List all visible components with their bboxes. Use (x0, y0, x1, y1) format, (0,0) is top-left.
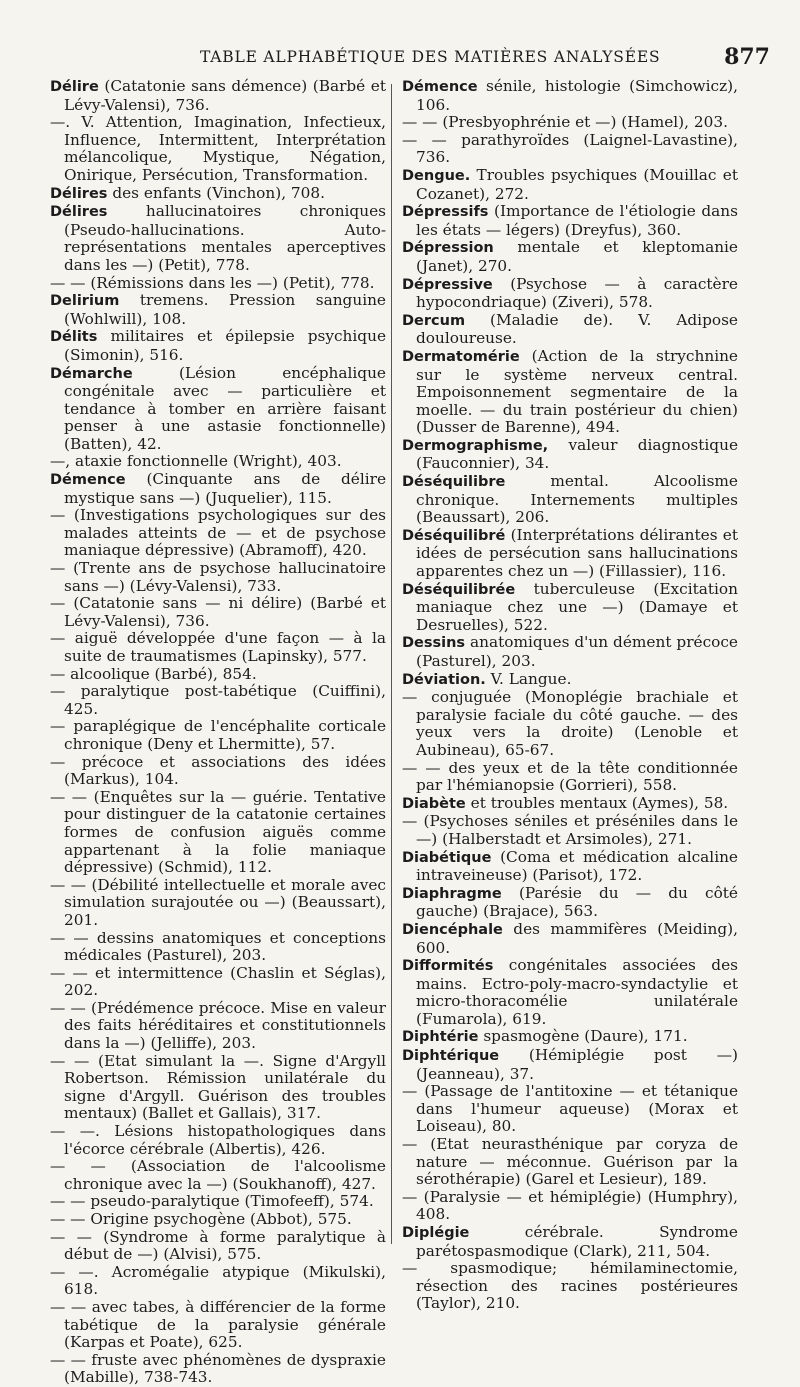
index-entry (402, 885, 738, 921)
entry-text: cérébrale. Syndrome parétospasmodique (Clark), 211, 504. (416, 1223, 738, 1260)
entry-text: (Maladie de). V. Adipose douloureuse. (416, 310, 738, 348)
entry-text: — (Catatonie sans — ni délire) (Barbé et Lévy-Valensi), 736. (50, 594, 386, 630)
index-entry (50, 683, 386, 718)
entry-headword: Déséquilibré (402, 527, 506, 544)
entry-headword: Diabète (402, 795, 466, 812)
index-entry (50, 718, 386, 753)
entry-text: — précoce et associations des idées (Markus), 104. (50, 752, 386, 789)
index-entry (50, 877, 386, 930)
index-entry (50, 1123, 386, 1158)
entry-headword: Délires (50, 185, 108, 202)
index-entry (402, 760, 738, 795)
index-entry (402, 167, 738, 203)
index-entry (402, 634, 738, 670)
left-column (50, 78, 386, 1387)
entry-text: — (Passage de l'antitoxine — et tétanique dans l'humeur aqueuse) (Morax et Loiseau), 80. (402, 1082, 738, 1136)
entry-text: — (Paralysie — et hémiplégie) (Humphry), 408. (402, 1187, 738, 1224)
index-entry (402, 78, 738, 114)
entry-text: (Hémiplégie post —) (Jeanneau), 37. (416, 1046, 738, 1083)
entry-text: — — (Enquêtes sur la — guérie. Tentative pour distinguer de la catatonie certaines formes de confusion aiguës comme appartenant à la folie maniaque dépressive) (Schmid), 112. (50, 787, 386, 877)
entry-headword: Dépression (402, 240, 494, 257)
index-entry (50, 595, 386, 630)
entry-text: — paraplégique de l'encéphalite corticale chronique (Deny et Lhermitte), 57. (50, 717, 386, 753)
index-entry (50, 754, 386, 789)
index-entry (50, 203, 386, 274)
entry-text: (Action de la strychnine sur le système nerveux central. Empoisonnement segmentaire de la moelle. — du train postérieur du chien) (Dusser de Barenne), 494. (416, 346, 738, 437)
entry-headword: Dépressive (402, 276, 493, 293)
right-column (402, 78, 738, 1313)
entry-text: — —. Lésions histopathologiques dans l'écorce cérébrale (Albertis), 426. (50, 1122, 386, 1158)
entry-text: — — dessins anatomiques et conceptions médicales (Pasturel), 203. (50, 928, 386, 965)
index-entry (402, 813, 738, 848)
entry-text: valeur diagnostique (Fauconnier), 34. (416, 435, 738, 473)
index-entry (402, 473, 738, 527)
index-entry (50, 292, 386, 328)
entry-text: (Interprétations délirantes et idées de persécution sans hallucinations apparentes chez un —) (Fillassier), 116. (416, 525, 738, 581)
entry-headword: Dermographisme, (402, 437, 549, 454)
entry-headword: Démence (402, 79, 478, 95)
entry-text: tuberculeuse (Excitation maniaque chez une —) (Damaye et Desruelles), 522. (416, 579, 738, 634)
index-entry (50, 328, 386, 364)
entry-text: mental. Alcoolisme chronique. Internements multiples (Beaussart), 206. (416, 472, 738, 527)
entry-headword: Diphtérie (402, 1029, 479, 1046)
entry-headword: Diencéphale (402, 921, 503, 938)
entry-headword: Délire (50, 79, 99, 95)
entry-text: — — (Presbyophrénie et —) (Hamel), 203. (402, 113, 728, 132)
entry-text: militaires et épilepsie psychique (Simonin), 516. (64, 327, 386, 364)
entry-text: — (Psychoses séniles et préséniles dans le —) (Halberstadt et Arsimoles), 271. (402, 812, 738, 848)
index-entry (50, 630, 386, 665)
index-entry (402, 1083, 738, 1136)
index-entry (402, 1028, 738, 1047)
entry-headword: Dessins (402, 635, 466, 652)
entry-text: congénitales associées des mains. Ectro-poly-macro-syndactylie et micro-thoracomélie unilatérale (Fumarola), 619. (416, 956, 738, 1028)
entry-text: (Cinquante ans de délire mystique sans —) (Juquelier), 115. (64, 470, 386, 507)
index-entry (50, 1352, 386, 1387)
entry-headword: Delirium (50, 293, 120, 310)
index-entry (402, 348, 738, 437)
index-entry (402, 1224, 738, 1260)
entry-text: — (Etat neurasthénique par coryza de nature — méconnue. Guérison par la sérothérapie) (Garel et Lesieur), 189. (402, 1135, 738, 1189)
entry-text: — — Origine psychogène (Abbot), 575. (50, 1210, 352, 1228)
index-entry (402, 849, 738, 885)
entry-text: —, ataxie fonctionnelle (Wright), 403. (50, 452, 342, 471)
entry-text: (Psychose — à caractère hypocondriaque) (Ziveri), 578. (416, 274, 738, 312)
index-entry (402, 312, 738, 348)
entry-text: — conjuguée (Monoplégie brachiale et paralysie faciale du côté gauche. — des yeux vers la droite) (Lenoble et Aubineau), 65-67. (402, 688, 738, 759)
index-entry (402, 1260, 738, 1313)
entry-text: — — (Association de l'alcoolisme chronique avec la —) (Soukhanoff), 427. (50, 1157, 386, 1193)
entry-headword: Délits (50, 329, 98, 346)
index-entry (402, 203, 738, 239)
entry-text: — — pseudo-paralytique (Timofeeff), 574. (50, 1192, 374, 1211)
entry-text: anatomiques d'un dément précoce (Pasturel), 203. (416, 633, 738, 670)
entry-text: — alcoolique (Barbé), 854. (50, 664, 257, 683)
entry-headword: Délires (50, 204, 108, 221)
entry-headword: Démarche (50, 365, 133, 382)
index-entry (50, 1229, 386, 1264)
index-entry (402, 114, 738, 132)
index-entry (50, 471, 386, 507)
entry-text: spasmogène (Daure), 171. (483, 1027, 688, 1046)
entry-headword: Démence (50, 472, 126, 489)
entry-text: Troubles psychiques (Mouillac et Cozanet), 272. (416, 165, 738, 203)
index-entry (50, 965, 386, 1000)
entry-text: — — (Etat simulant la —. Signe d'Argyll Robertson. Rémission unilatérale du signe d'Argyll. Guérison des troubles mentaux) (Ballet et Gallais), 317. (50, 1051, 386, 1123)
index-entry (402, 921, 738, 957)
entry-text: — — (Rémissions dans les —) (Petit), 778. (50, 273, 375, 292)
entry-text: (Lésion encéphalique congénitale avec — particulière et tendance à tomber en arrière faisant penser à une astasie fonctionnelle) (Batten), 42. (64, 363, 386, 453)
entry-text: hallucinatoires chroniques (Pseudo-hallucinations. Auto-représentations mentales aperceptives dans les —) (Petit), 778. (64, 202, 386, 274)
entry-text: — aiguë développée d'une façon — à la suite de traumatismes (Lapinsky), 577. (50, 629, 386, 665)
entry-headword: Diabétique (402, 849, 492, 866)
index-entry (50, 789, 386, 877)
index-entry (50, 365, 386, 454)
entry-text: — — (Prédémence précoce. Mise en valeur des faits héréditaires et constitutionnels dans la —) (Jelliffe), 203. (50, 998, 386, 1053)
index-entry (402, 437, 738, 473)
column-divider (391, 84, 392, 1244)
entry-headword: Dercum (402, 312, 466, 329)
index-entry (402, 957, 738, 1028)
entry-headword: Déviation. (402, 671, 486, 688)
index-entry (402, 527, 738, 581)
index-entry (50, 1000, 386, 1053)
entry-text: — — (Syndrome à forme paralytique à début de —) (Alvisi), 575. (50, 1227, 386, 1264)
entry-text: (Coma et médication alcaline intraveineuse) (Parisot), 172. (416, 847, 738, 885)
index-entry (50, 114, 386, 184)
index-entry (50, 507, 386, 560)
index-entry (402, 1189, 738, 1224)
index-entry (50, 1158, 386, 1193)
entry-text: des mammifères (Meiding), 600. (416, 919, 738, 957)
index-entry (50, 1211, 386, 1229)
entry-text: — — parathyroïdes (Laignel-Lavastine), 736. (402, 130, 738, 167)
index-entry (50, 666, 386, 684)
index-entry (50, 1053, 386, 1123)
entry-headword: Diaphragme (402, 885, 502, 902)
entry-headword: Déséquilibrée (402, 581, 516, 598)
entry-text: — paralytique post-tabétique (Cuiffini), 425. (50, 682, 386, 718)
entry-text: (Parésie du — du côté gauche) (Brajace), 563. (416, 883, 738, 921)
entry-text: — —. Acromégalie atypique (Mikulski), 618. (50, 1262, 386, 1299)
entry-text: tremens. Pression sanguine (Wohlwill), 108. (64, 291, 386, 328)
entry-headword: Déséquilibre (402, 474, 506, 491)
page-number: 877 (724, 44, 770, 70)
entry-text: — — (Débilité intellectuelle et morale avec simulation surajoutée ou —) (Beaussart), 201. (50, 875, 386, 929)
index-entry (402, 132, 738, 167)
index-entry (50, 930, 386, 965)
index-entry (50, 453, 386, 471)
entry-text: — (Trente ans de psychose hallucinatoire sans —) (Lévy-Valensi), 733. (50, 559, 386, 595)
index-entry (50, 185, 386, 204)
entry-text: V. Langue. (490, 669, 572, 688)
entry-text: — spasmodique; hémilaminectomie, résection des racines postérieures (Taylor), 210. (402, 1259, 738, 1313)
entry-headword: Dermatomérie (402, 348, 520, 365)
entry-headword: Difformités (402, 958, 494, 975)
entry-text: mentale et kleptomanie (Janet), 270. (416, 238, 738, 275)
index-entry (50, 1299, 386, 1352)
entry-headword: Diphtérique (402, 1048, 500, 1065)
index-entry (402, 276, 738, 312)
index-entry (402, 581, 738, 635)
entry-headword: Dengue. (402, 167, 471, 184)
index-entry (402, 239, 738, 275)
entry-text: — — et intermittence (Chaslin et Séglas), 202. (50, 963, 386, 1000)
index-entry (402, 795, 738, 814)
entry-text: — (Investigations psychologiques sur des malades atteints de — et de psychose maniaque dépressive) (Abramoff), 420. (50, 506, 386, 560)
entry-text: des enfants (Vinchon), 708. (112, 183, 325, 202)
index-entry (50, 78, 386, 114)
entry-text: — — fruste avec phénomènes de dyspraxie (Mabille), 738-743. (50, 1350, 386, 1387)
page-header (60, 46, 772, 72)
entry-headword: Dépressifs (402, 204, 489, 221)
entry-text: (Catatonie sans démence) (Barbé et Lévy-Valensi), 736. (64, 77, 386, 114)
entry-text: sénile, histologie (Simchowicz), 106. (416, 77, 738, 114)
index-entry (50, 560, 386, 595)
entry-headword: Diplégie (402, 1225, 470, 1241)
entry-text: —. V. Attention, Imagination, Infectieux, Influence, Intermittent, Interprétation mélancolique, Mystique, Négation, Onirique, Persécution, Transformation. (50, 113, 386, 184)
index-entry (50, 1264, 386, 1299)
entry-text: (Importance de l'étiologie dans les états — légers) (Dreyfus), 360. (416, 202, 738, 239)
index-entry (402, 1136, 738, 1189)
index-entry (50, 275, 386, 293)
index-entry (402, 671, 738, 690)
running-title: TABLE ALPHABÉTIQUE DES MATIÈRES ANALYSÉES (200, 48, 661, 66)
index-entry (50, 1193, 386, 1211)
index-entry (402, 689, 738, 759)
entry-text: — — avec tabes, à différencier de la forme tabétique de la paralysie générale (Karpas et Poate), 625. (50, 1297, 386, 1352)
entry-text: — — des yeux et de la tête conditionnée par l'hémianopsie (Gorrieri), 558. (402, 758, 738, 795)
index-entry (402, 1047, 738, 1083)
entry-text: et troubles mentaux (Aymes), 58. (470, 793, 729, 812)
